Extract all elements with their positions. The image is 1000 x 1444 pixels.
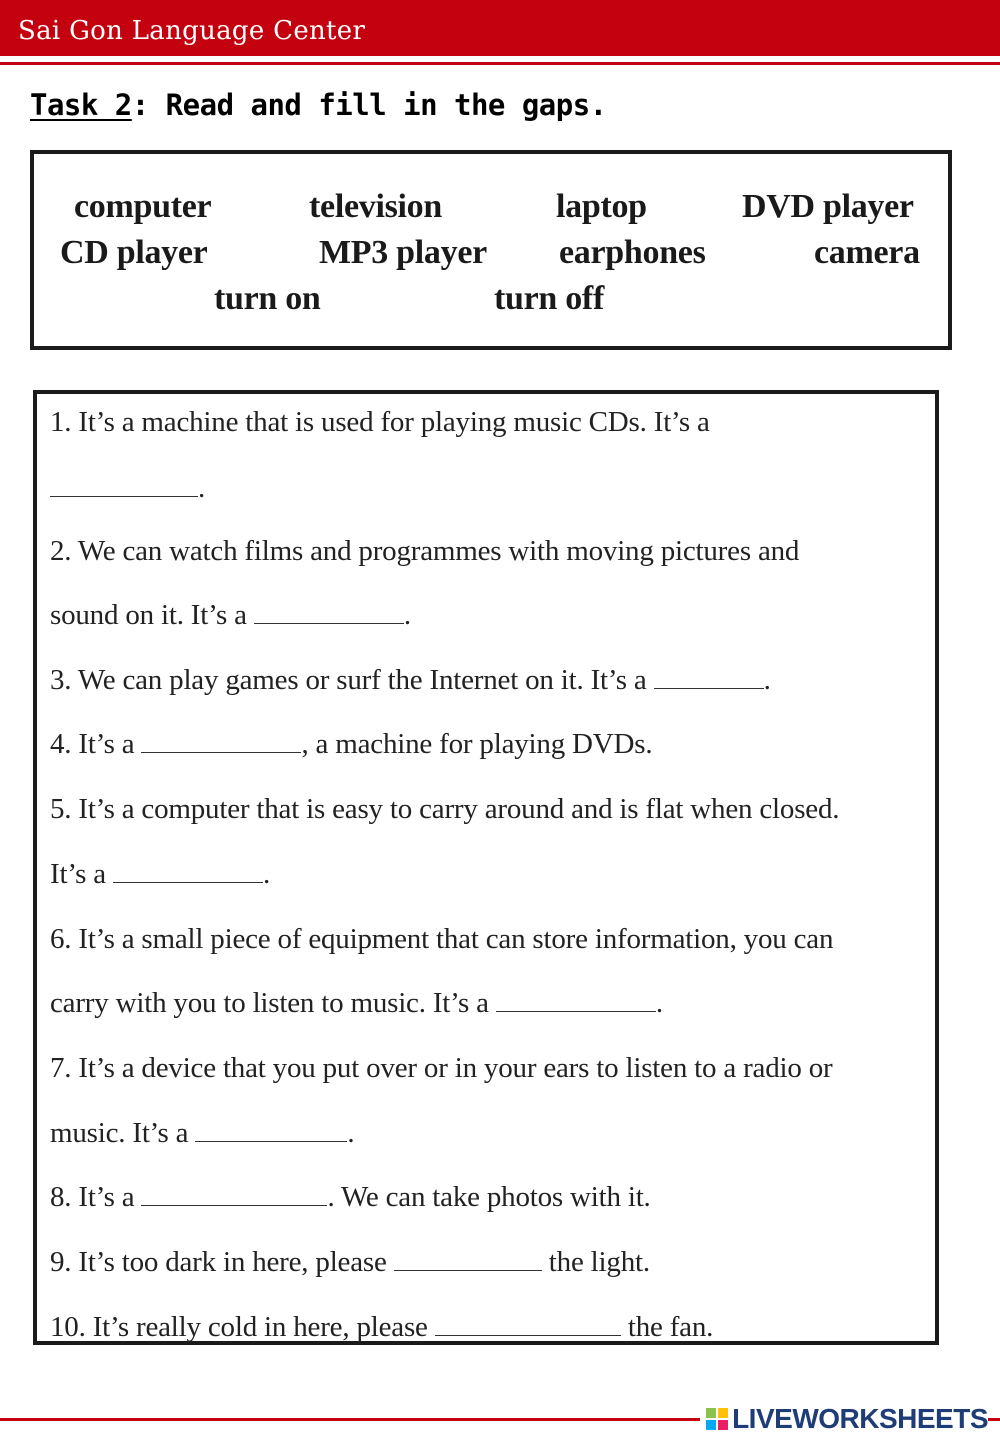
answer-blank-3[interactable] xyxy=(654,687,764,689)
task-label: Task 2 xyxy=(30,88,132,122)
task-instruction: : Read and fill in the gaps. xyxy=(131,88,607,122)
answer-blank-9[interactable] xyxy=(394,1269,542,1271)
footer-logo xyxy=(700,1403,988,1435)
question-4: 4. It’s a , a machine for playing DVDs. xyxy=(50,728,653,760)
word-bank-item: television xyxy=(309,188,442,225)
header-bar xyxy=(0,0,1000,56)
question-7-line-2: music. It’s a . xyxy=(50,1117,355,1149)
word-bank-item: CD player xyxy=(60,234,208,271)
question-1-line-2: . xyxy=(50,472,205,505)
word-bank-item: laptop xyxy=(556,188,647,225)
word-bank xyxy=(30,150,952,350)
word-bank-item: turn on xyxy=(214,280,321,317)
question-7-line-1: 7. It’s a device that you put over or in your ears to listen to a radio or xyxy=(50,1052,833,1084)
answer-blank-6[interactable] xyxy=(496,1010,656,1012)
header-divider xyxy=(0,62,1000,65)
question-6-line-2: carry with you to listen to music. It’s a . xyxy=(50,987,663,1019)
answer-blank-5[interactable] xyxy=(113,881,263,883)
question-5-line-1: 5. It’s a computer that is easy to carry around and is flat when closed. xyxy=(50,793,840,825)
question-10: 10. It’s really cold in here, please the fan. xyxy=(50,1311,714,1343)
question-2-line-1: 2. We can watch films and programmes with moving pictures and xyxy=(50,535,800,567)
questions-box xyxy=(33,390,939,1345)
logo-text: LIVEWORKSHEETS xyxy=(732,1403,988,1434)
header-title: Sai Gon Language Center xyxy=(18,16,366,46)
answer-blank-8[interactable] xyxy=(141,1204,327,1206)
answer-blank-7[interactable] xyxy=(195,1140,347,1142)
question-3: 3. We can play games or surf the Internet on it. It’s a . xyxy=(50,664,771,696)
question-1-line-1: 1. It’s a machine that is used for playing music CDs. It’s a xyxy=(50,406,710,438)
answer-blank-4[interactable] xyxy=(141,751,301,753)
word-bank-item: earphones xyxy=(559,234,706,271)
answer-blank-2[interactable] xyxy=(254,622,404,624)
word-bank-item: DVD player xyxy=(742,188,914,225)
question-5-line-2: It’s a . xyxy=(50,858,271,890)
word-bank-item: computer xyxy=(74,188,212,225)
word-bank-item: MP3 player xyxy=(319,234,487,271)
word-bank-item: camera xyxy=(814,234,920,271)
question-2-line-2: sound on it. It’s a . xyxy=(50,599,411,631)
word-bank-item: turn off xyxy=(494,280,604,317)
task-heading xyxy=(30,88,607,122)
answer-blank-1[interactable] xyxy=(50,495,198,497)
question-8: 8. It’s a . We can take photos with it. xyxy=(50,1181,651,1213)
question-6-line-1: 6. It’s a small piece of equipment that can store information, you can xyxy=(50,923,834,955)
question-9: 9. It’s too dark in here, please the light. xyxy=(50,1246,650,1278)
liveworksheets-logo-icon xyxy=(706,1408,728,1430)
answer-blank-10[interactable] xyxy=(435,1334,621,1336)
